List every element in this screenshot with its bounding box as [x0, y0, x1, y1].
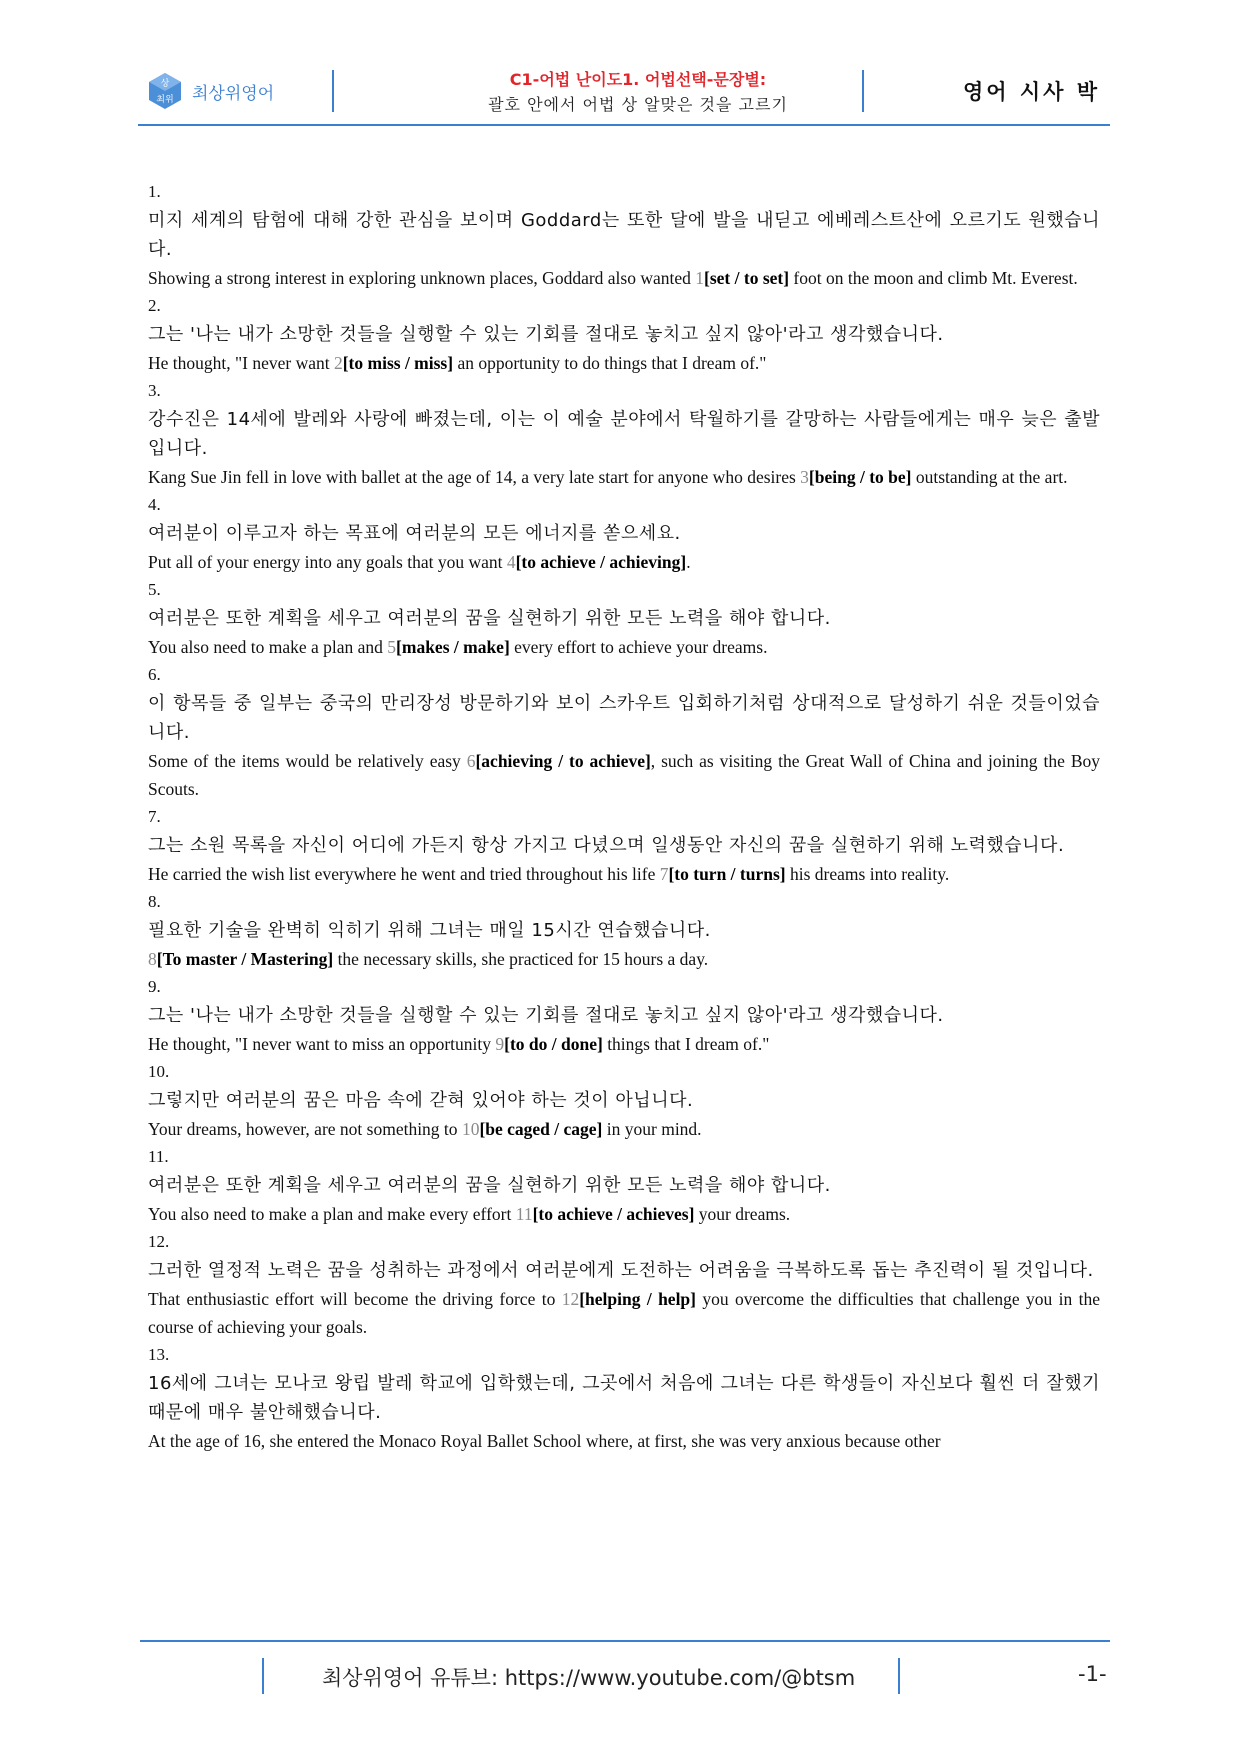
- sentence-text-after: you overcome the difficulties that challenge you in the course of achieving your goals.: [148, 1289, 1100, 1337]
- question-item: [148, 576, 1100, 661]
- sentence-text-after: the necessary skills, she practiced for 15 hours a day.: [333, 949, 709, 969]
- korean-sentence: 여러분은 또한 계획을 세우고 여러분의 꿈을 실현하기 위한 모든 노력을 해야 합니다.: [148, 1175, 831, 1196]
- sentence-text-before: You also need to make a plan and make every effort: [148, 1204, 516, 1224]
- english-sentence: [148, 633, 1100, 661]
- english-sentence: [148, 264, 1100, 292]
- english-sentence: [148, 747, 1100, 803]
- sentence-text-before: Kang Sue Jin fell in love with ballet at the age of 14, a very late start for anyone who desires: [148, 467, 801, 487]
- sentence-text-after: in your mind.: [602, 1119, 702, 1139]
- english-sentence: [148, 945, 1100, 973]
- footer-divider-right: [898, 1658, 900, 1694]
- question-item: [148, 1143, 1100, 1228]
- question-item: [148, 292, 1100, 377]
- grammar-choice: [to miss / miss]: [342, 353, 454, 373]
- english-sentence: [148, 349, 1100, 377]
- grammar-choice: [achieving / to achieve]: [475, 751, 651, 771]
- grammar-choice: [to achieve / achieving]: [515, 552, 687, 572]
- footer-rule: [140, 1640, 1110, 1642]
- question-item: [148, 491, 1100, 576]
- logo-text: 최상위영어: [192, 83, 275, 104]
- grammar-choice: [helping / help]: [579, 1289, 696, 1309]
- english-sentence: [148, 548, 1100, 576]
- korean-sentence: 그렇지만 여러분의 꿈은 마음 속에 갇혀 있어야 하는 것이 아닙니다.: [148, 1090, 694, 1111]
- header-center: [438, 68, 838, 118]
- footer-divider-left: [262, 1658, 264, 1694]
- footer-youtube-text: 최상위영어 유튜브: https://www.youtube.com/@btsm: [322, 1666, 856, 1690]
- grammar-choice: [to turn / turns]: [668, 864, 786, 884]
- korean-sentence: 필요한 기술을 완벽히 익히기 위해 그녀는 매일 15시간 연습했습니다.: [148, 920, 711, 941]
- worksheet-title: C1-어법 난이도1. 어법선택-문장별:: [509, 70, 767, 89]
- grammar-choice: [being / to be]: [808, 467, 912, 487]
- sentence-text-after: .: [686, 552, 691, 572]
- korean-sentence: 16세에 그녀는 모나코 왕립 발레 학교에 입학했는데, 그곳에서 처음에 그녀는 다른 학생들이 자신보다 훨씬 더 잘했기 때문에 매우 불안해했습니다.: [148, 1373, 1100, 1423]
- blank-number: 11: [515, 1204, 533, 1224]
- sentence-text-before: You also need to make a plan and: [148, 637, 388, 657]
- question-item: [148, 1058, 1100, 1143]
- question-list: [148, 178, 1100, 1455]
- korean-sentence: 강수진은 14세에 발레와 사랑에 빠졌는데, 이는 이 예술 분야에서 탁월하기를 갈망하는 사람들에게는 매우 늦은 출발입니다.: [148, 409, 1100, 459]
- question-number: 12.: [148, 1232, 170, 1251]
- question-number: 10.: [148, 1062, 170, 1081]
- sentence-text-after: foot on the moon and climb Mt. Everest.: [789, 268, 1078, 288]
- korean-sentence: 그는 '나는 내가 소망한 것들을 실행할 수 있는 기회를 절대로 놓치고 싶지 않아'라고 생각했습니다.: [148, 1005, 944, 1026]
- question-number: 3.: [148, 381, 161, 400]
- sentence-text-after: your dreams.: [694, 1204, 791, 1224]
- question-number: 11.: [148, 1147, 169, 1166]
- blank-number: 7: [659, 864, 669, 884]
- question-number: 1.: [148, 182, 161, 201]
- question-number: 7.: [148, 807, 161, 826]
- english-sentence: [148, 1200, 1100, 1228]
- sentence-text-before: He thought, "I never want to miss an opportunity: [148, 1034, 496, 1054]
- english-sentence: [148, 1030, 1100, 1058]
- grammar-choice: [makes / make]: [396, 637, 510, 657]
- grammar-choice: [be caged / cage]: [479, 1119, 603, 1139]
- blank-number: 12: [561, 1289, 580, 1309]
- question-number: 8.: [148, 892, 161, 911]
- question-number: 2.: [148, 296, 161, 315]
- blank-number: 4: [506, 552, 516, 572]
- english-sentence: [148, 463, 1100, 491]
- sentence-text-before: He carried the wish list everywhere he went and tried throughout his life: [148, 864, 660, 884]
- question-number: 9.: [148, 977, 161, 996]
- question-item: [148, 178, 1100, 292]
- sentence-text-before: Showing a strong interest in exploring unknown places, Goddard also wanted: [148, 268, 696, 288]
- grammar-choice: [set / to set]: [704, 268, 790, 288]
- question-item: [148, 888, 1100, 973]
- blank-number: 1: [695, 268, 705, 288]
- korean-sentence: 그러한 열정적 노력은 꿈을 성취하는 과정에서 여러분에게 도전하는 어려움을 극복하도록 돕는 추진력이 될 것입니다.: [148, 1260, 1094, 1281]
- hexagon-logo-icon: [148, 72, 182, 110]
- page-number: -1-: [1078, 1662, 1107, 1686]
- question-number: 6.: [148, 665, 161, 684]
- korean-sentence: 그는 소원 목록을 자신이 어디에 가든지 항상 가지고 다녔으며 일생동안 자신의 꿈을 실현하기 위해 노력했습니다.: [148, 835, 1065, 856]
- english-sentence: [148, 860, 1100, 888]
- grammar-choice: [to achieve / achieves]: [532, 1204, 695, 1224]
- blank-number: 9: [495, 1034, 505, 1054]
- question-number: 5.: [148, 580, 161, 599]
- sentence-text-before: Put all of your energy into any goals that you want: [148, 552, 507, 572]
- worksheet-instruction: 괄호 안에서 어법 상 알맞은 것을 고르기: [488, 95, 788, 114]
- korean-sentence: 그는 '나는 내가 소망한 것들을 실행할 수 있는 기회를 절대로 놓치고 싶지 않아'라고 생각했습니다.: [148, 324, 944, 345]
- sentence-text-after: his dreams into reality.: [785, 864, 950, 884]
- sentence-text-after: every effort to achieve your dreams.: [509, 637, 768, 657]
- blank-number: 10: [461, 1119, 480, 1139]
- logo-glyph-top: 상: [160, 79, 170, 89]
- blank-number: 2: [333, 353, 343, 373]
- sentence-text-after: , such as visiting the Great Wall of China and joining the Boy Scouts.: [148, 751, 1100, 799]
- blank-number: 3: [800, 467, 809, 487]
- question-item: [148, 1228, 1100, 1341]
- blank-number: 6: [466, 751, 476, 771]
- question-item: [148, 973, 1100, 1058]
- blank-number: 5: [387, 637, 397, 657]
- sentence-text-before: Some of the items would be relatively easy: [148, 751, 467, 771]
- sentence-text-before: At the age of 16, she entered the Monaco Royal Ballet School where, at first, she was very anxious because other: [148, 1431, 941, 1451]
- sentence-text-after: an opportunity to do things that I dream of.": [453, 353, 767, 373]
- question-item: [148, 377, 1100, 491]
- sentence-text-before: Your dreams, however, are not something to: [148, 1119, 462, 1139]
- grammar-choice: [to do / done]: [504, 1034, 603, 1054]
- header-divider-left: [332, 70, 334, 112]
- question-number: 13.: [148, 1345, 170, 1364]
- question-item: [148, 803, 1100, 888]
- english-sentence: [148, 1427, 1100, 1455]
- korean-sentence: 여러분이 이루고자 하는 목표에 여러분의 모든 에너지를 쏟으세요.: [148, 523, 681, 544]
- korean-sentence: 여러분은 또한 계획을 세우고 여러분의 꿈을 실현하기 위한 모든 노력을 해야 합니다.: [148, 608, 831, 629]
- grammar-choice: [To master / Mastering]: [156, 949, 334, 969]
- korean-sentence: 이 항목들 중 일부는 중국의 만리장성 방문하기와 보이 스카우트 입회하기처럼 상대적으로 달성하기 쉬운 것들이었습니다.: [148, 693, 1100, 743]
- header-divider-right: [862, 70, 864, 112]
- korean-sentence: 미지 세계의 탐험에 대해 강한 관심을 보이며 Goddard는 또한 달에 발을 내딛고 에베레스트산에 오르기도 원했습니다.: [148, 210, 1100, 260]
- sentence-text-after: things that I dream of.": [602, 1034, 770, 1054]
- sentence-text-before: He thought, "I never want: [148, 353, 334, 373]
- header-rule: [138, 124, 1110, 126]
- question-item: [148, 1341, 1100, 1455]
- brand-logo: [148, 72, 274, 110]
- header-course-name: 영어 시사 박: [962, 80, 1100, 104]
- page-header: [138, 58, 1110, 128]
- question-number: 4.: [148, 495, 161, 514]
- sentence-text-after: outstanding at the art.: [911, 467, 1068, 487]
- blank-number: 8: [148, 949, 157, 969]
- english-sentence: [148, 1115, 1100, 1143]
- sentence-text-before: That enthusiastic effort will become the driving force to: [148, 1289, 562, 1309]
- logo-glyph-bottom: 최위: [156, 95, 174, 105]
- question-item: [148, 661, 1100, 803]
- english-sentence: [148, 1285, 1100, 1341]
